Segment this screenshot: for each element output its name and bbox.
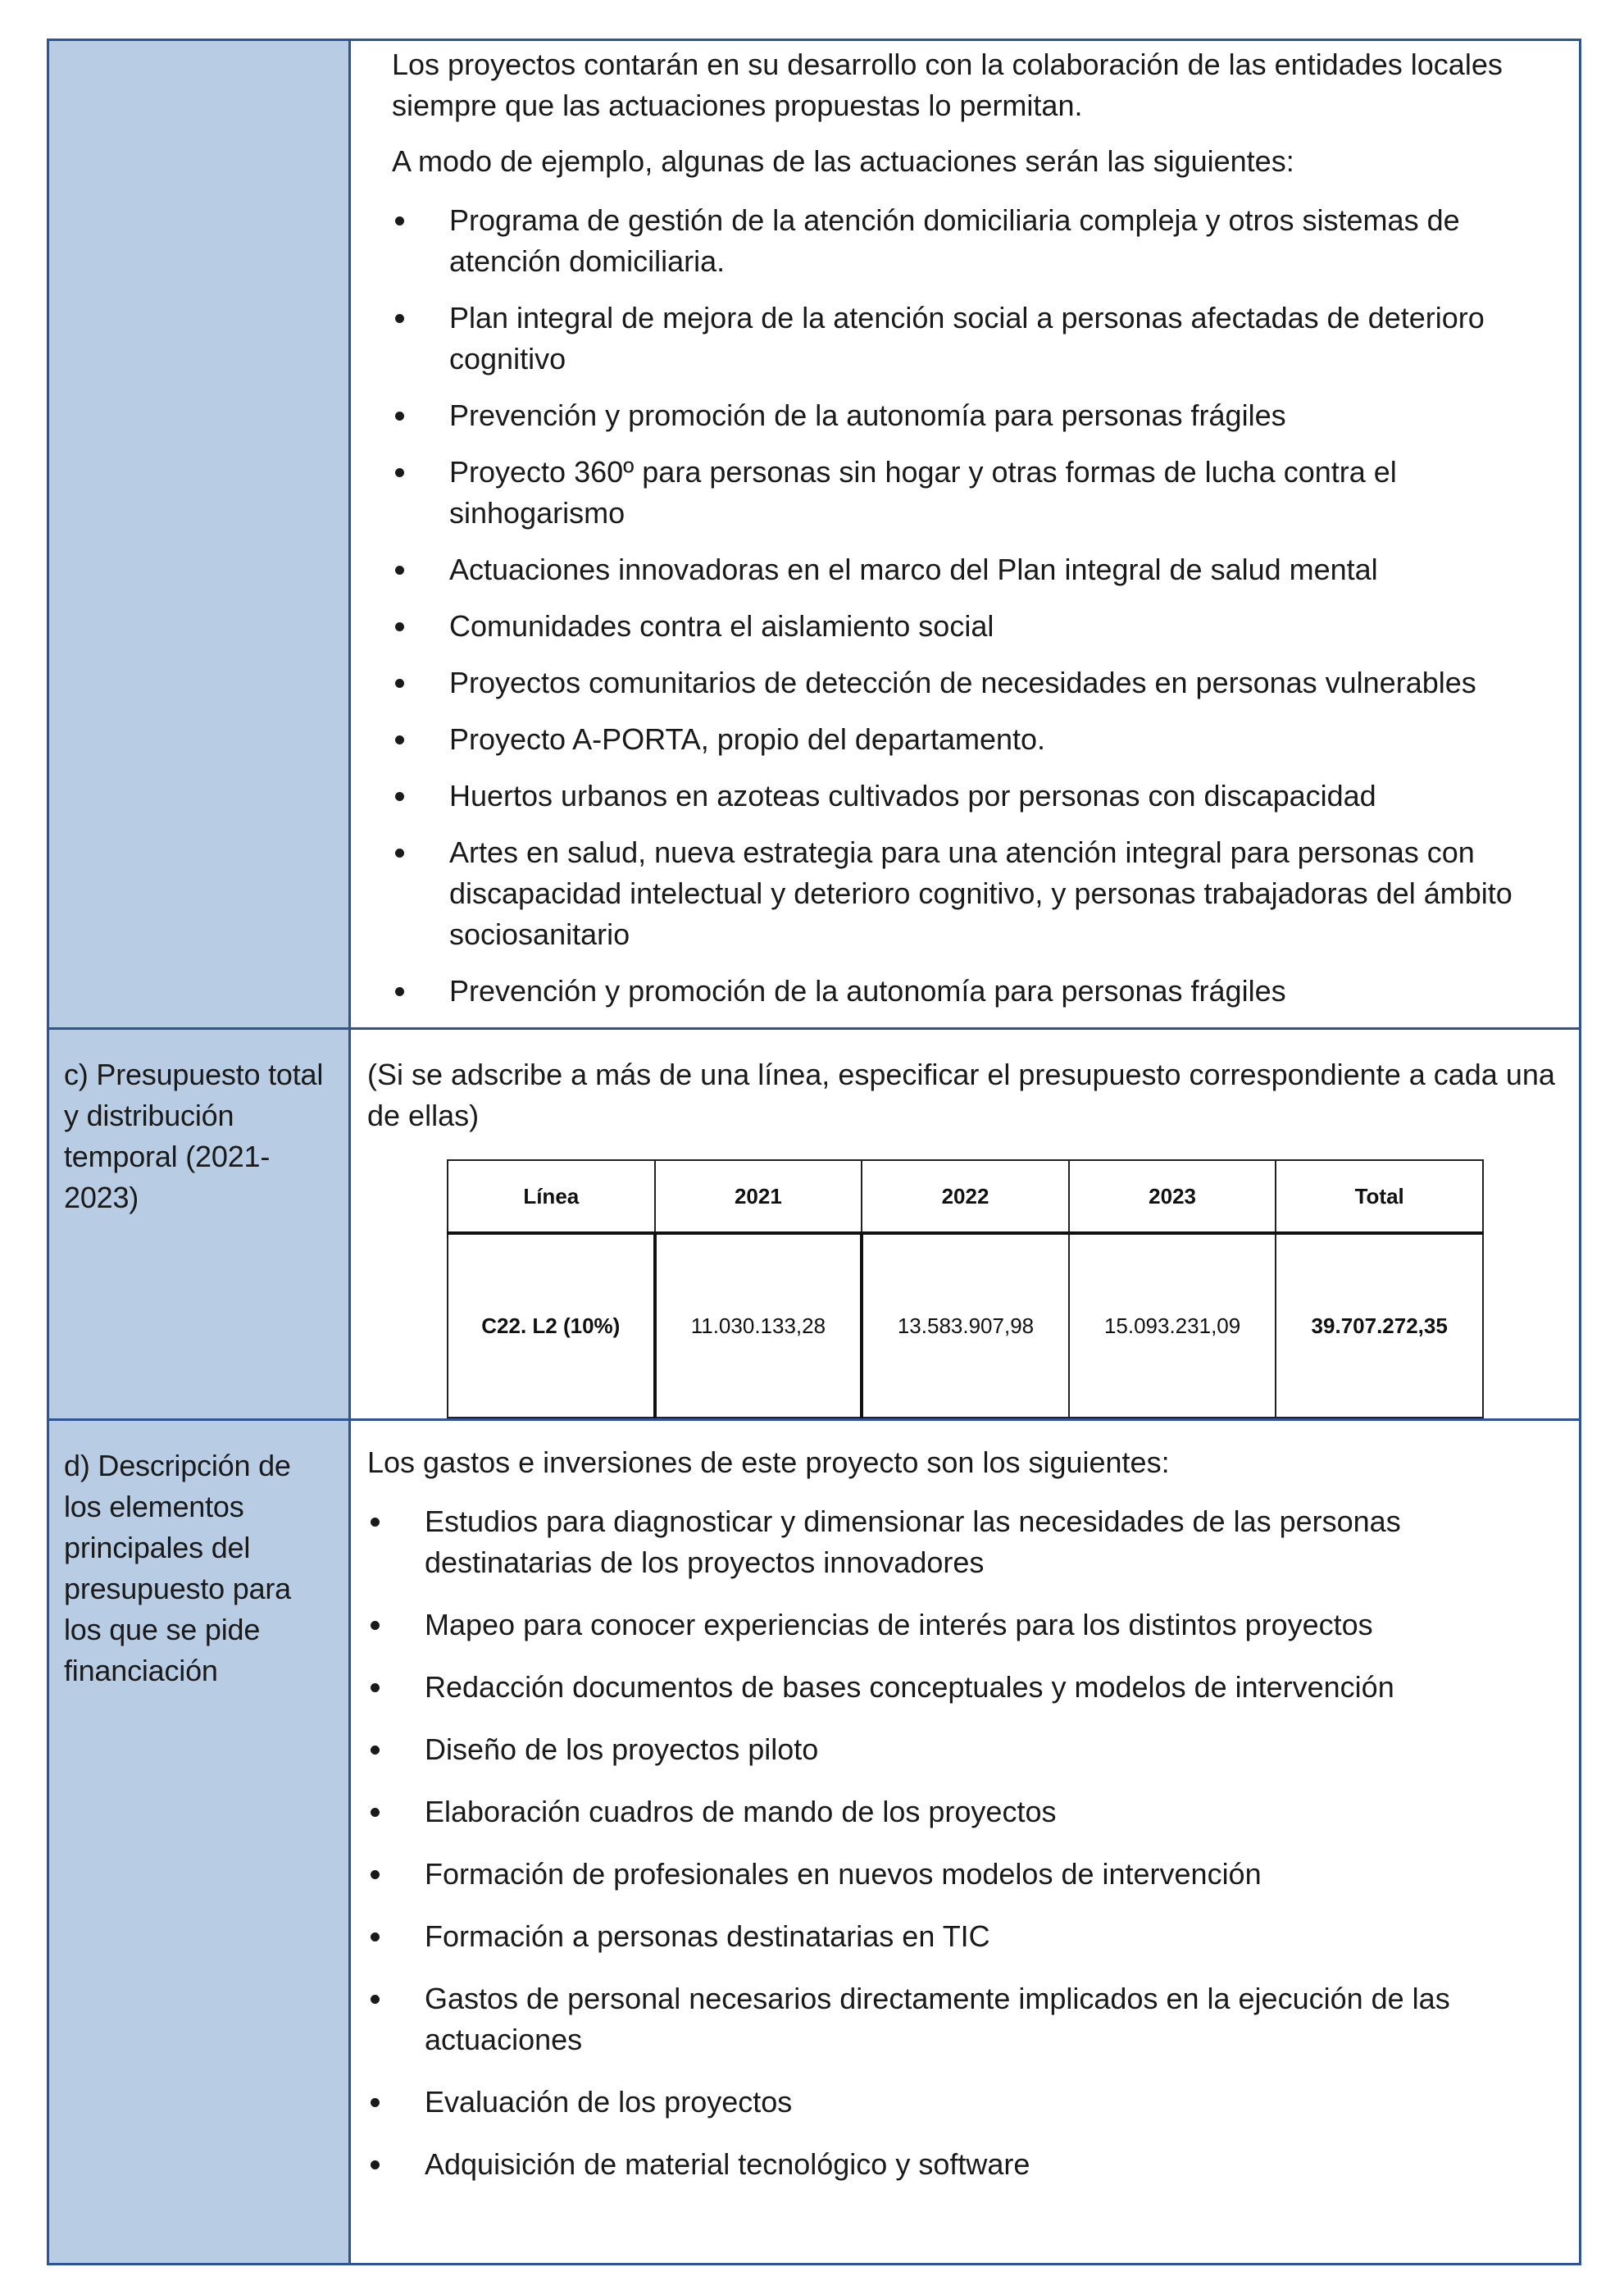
bullet-icon bbox=[395, 216, 404, 225]
bullet-icon bbox=[395, 412, 404, 421]
bullet-icon bbox=[371, 1995, 380, 2004]
bullet-icon bbox=[395, 735, 404, 744]
bullet-icon bbox=[371, 2098, 380, 2107]
row-a-label-cell bbox=[48, 40, 350, 1029]
document-table bbox=[47, 39, 1581, 2265]
row-d-label: d) Descripción de los elementos principales del presupuesto para los que se pide financiación bbox=[64, 1449, 291, 1687]
list-item: Proyecto 360º para personas sin hogar y otras formas de lucha contra el sinhogarismo bbox=[392, 452, 1554, 534]
bullet-icon bbox=[395, 566, 404, 575]
row-a-content-cell bbox=[350, 40, 1581, 1029]
list-item: Huertos urbanos en azoteas cultivados por personas con discapacidad bbox=[392, 776, 1554, 817]
bullet-icon bbox=[371, 1932, 380, 1941]
budget-header-2022: 2022 bbox=[862, 1160, 1069, 1233]
list-item: Formación de profesionales en nuevos modelos de intervención bbox=[367, 1854, 1563, 1895]
paragraph-colaboracion: Los proyectos contarán en su desarrollo con la colaboración de las entidades locales siempre que las actuaciones propuestas lo permitan. bbox=[392, 48, 1503, 122]
row-c-label-cell bbox=[48, 1029, 350, 1420]
actuaciones-list bbox=[392, 200, 1554, 1012]
budget-header-total: Total bbox=[1276, 1160, 1483, 1233]
bullet-icon bbox=[395, 792, 404, 801]
bullet-icon bbox=[395, 314, 404, 323]
list-item: Artes en salud, nueva estrategia para una atención integral para personas con discapacidad intelectual y deterioro cognitivo, y personas trabajadoras del ámbito sociosanitario bbox=[392, 832, 1554, 955]
budget-cell-linea: C22. L2 (10%) bbox=[448, 1233, 655, 1418]
row-c-content-cell bbox=[350, 1029, 1581, 1420]
gastos-list bbox=[367, 1501, 1563, 2185]
bullet-icon bbox=[395, 622, 404, 631]
budget-cell-2021: 11.030.133,28 bbox=[655, 1233, 862, 1418]
row-d-content-cell bbox=[350, 1420, 1581, 2265]
budget-cell-total: 39.707.272,35 bbox=[1276, 1233, 1483, 1418]
row-gastos bbox=[48, 1420, 1581, 2265]
list-item: Actuaciones innovadoras en el marco del Plan integral de salud mental bbox=[392, 549, 1554, 590]
row-d-label-cell bbox=[48, 1420, 350, 2265]
gastos-intro: Los gastos e inversiones de este proyecto son los siguientes: bbox=[367, 1445, 1170, 1479]
budget-table bbox=[447, 1159, 1484, 1418]
row-actuaciones bbox=[48, 40, 1581, 1029]
bullet-icon bbox=[371, 1621, 380, 1630]
list-item: Evaluación de los proyectos bbox=[367, 2082, 1563, 2123]
bullet-icon bbox=[371, 1746, 380, 1755]
budget-cell-2022: 13.583.907,98 bbox=[862, 1233, 1069, 1418]
bullet-icon bbox=[371, 1870, 380, 1879]
list-item: Formación a personas destinatarias en TIC bbox=[367, 1916, 1563, 1957]
list-item: Proyecto A-PORTA, propio del departamento. bbox=[392, 719, 1554, 760]
budget-header-row bbox=[448, 1160, 1483, 1233]
list-item: Prevención y promoción de la autonomía para personas frágiles bbox=[392, 395, 1554, 436]
budget-note: (Si se adscribe a más de una línea, especificar el presupuesto correspondiente a cada una de ellas) bbox=[367, 1058, 1555, 1132]
budget-data-row bbox=[448, 1233, 1483, 1418]
list-item: Diseño de los proyectos piloto bbox=[367, 1729, 1563, 1770]
row-a-label bbox=[49, 41, 348, 66]
list-item: Prevención y promoción de la autonomía para personas frágiles bbox=[392, 971, 1554, 1012]
bullet-icon bbox=[395, 849, 404, 858]
list-item: Adquisición de material tecnológico y software bbox=[367, 2144, 1563, 2185]
bullet-icon bbox=[371, 1808, 380, 1817]
list-item: Elaboración cuadros de mando de los proyectos bbox=[367, 1791, 1563, 1832]
row-c-label: c) Presupuesto total y distribución temporal (2021-2023) bbox=[64, 1058, 324, 1214]
budget-header-2021: 2021 bbox=[655, 1160, 862, 1233]
bullet-icon bbox=[371, 2160, 380, 2169]
budget-header-linea: Línea bbox=[448, 1160, 655, 1233]
list-item: Gastos de personal necesarios directamente implicados en la ejecución de las actuaciones bbox=[367, 1978, 1563, 2060]
list-item: Comunidades contra el aislamiento social bbox=[392, 606, 1554, 647]
bullet-icon bbox=[371, 1683, 380, 1692]
bullet-icon bbox=[395, 987, 404, 996]
bullet-icon bbox=[395, 468, 404, 477]
list-item: Redacción documentos de bases conceptuales y modelos de intervención bbox=[367, 1667, 1563, 1708]
list-item: Proyectos comunitarios de detección de necesidades en personas vulnerables bbox=[392, 662, 1554, 703]
list-item: Plan integral de mejora de la atención social a personas afectadas de deterioro cognitivo bbox=[392, 298, 1554, 380]
list-item: Estudios para diagnosticar y dimensionar las necesidades de las personas destinatarias de los proyectos innovadores bbox=[367, 1501, 1563, 1583]
list-item: Mapeo para conocer experiencias de interés para los distintos proyectos bbox=[367, 1605, 1563, 1646]
list-item: Programa de gestión de la atención domiciliaria compleja y otros sistemas de atención domiciliaria. bbox=[392, 200, 1554, 282]
budget-cell-2023: 15.093.231,09 bbox=[1069, 1233, 1276, 1418]
bullet-icon bbox=[371, 1518, 380, 1527]
paragraph-ejemplo: A modo de ejemplo, algunas de las actuaciones serán las siguientes: bbox=[392, 144, 1294, 178]
budget-header-2023: 2023 bbox=[1069, 1160, 1276, 1233]
bullet-icon bbox=[395, 679, 404, 688]
row-presupuesto bbox=[48, 1029, 1581, 1420]
